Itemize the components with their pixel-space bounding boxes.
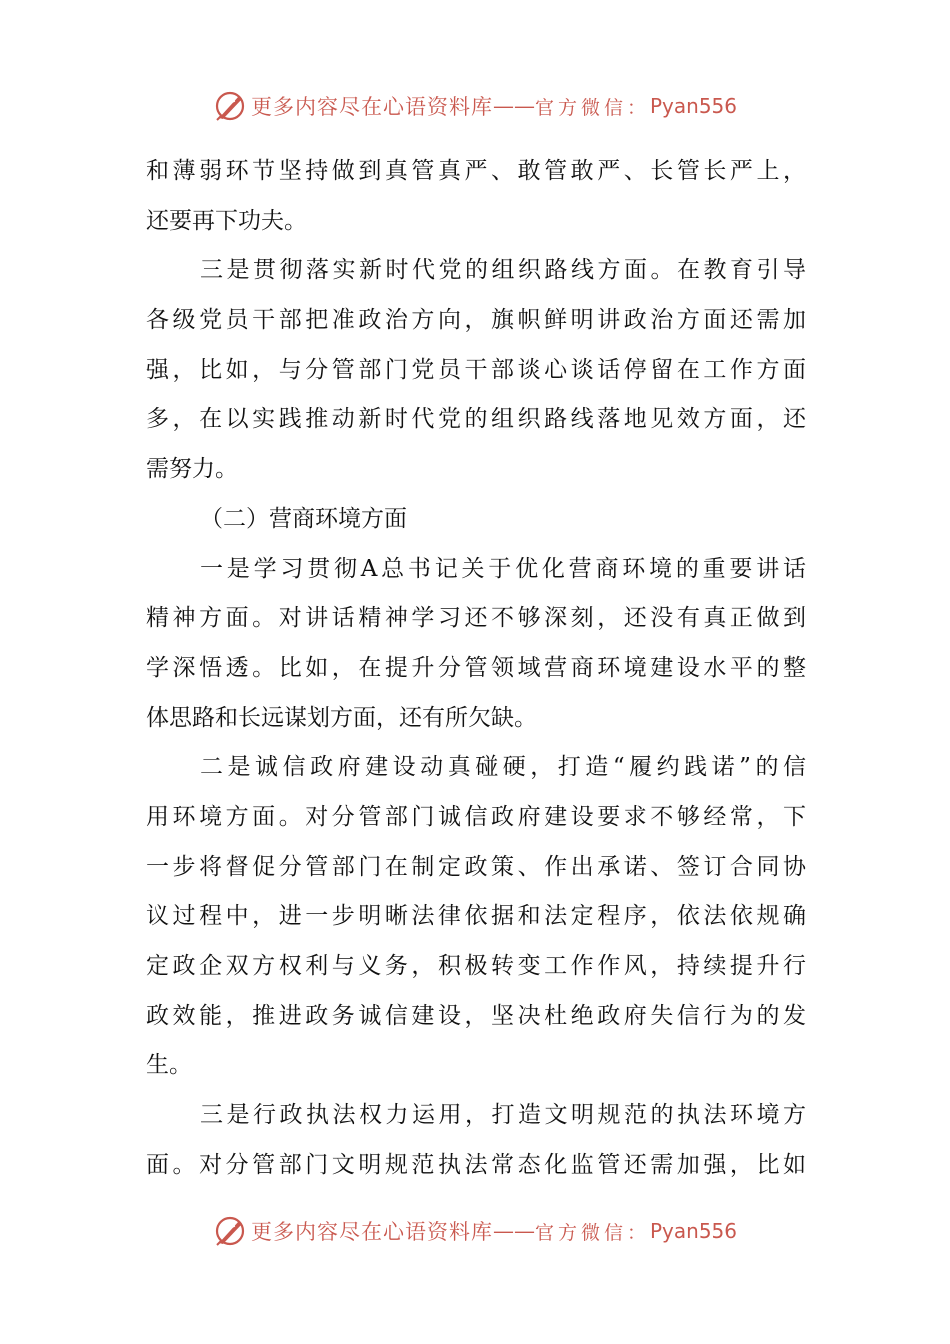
section-heading: （二）营商环境方面 [200, 505, 407, 532]
text-line: 多，在以实践推动新时代党的组织路线落地见效方面，还 [146, 406, 806, 433]
text-line: 还要再下功夫。 [146, 207, 307, 234]
footer-banner [0, 1211, 950, 1251]
text-line: 生。 [146, 1052, 192, 1079]
banner-separator: —— [492, 94, 535, 118]
text-line: 二是诚信政府建设动真碰硬，打造“履约践诺”的信 [200, 754, 806, 781]
text-line: 体思路和长远谋划方面，还有所欠缺。 [146, 704, 537, 731]
text-line: 学深悟透。比如，在提升分管领域营商环境建设水平的整 [146, 654, 806, 681]
banner-wechat-id: Pyan556 [650, 94, 738, 118]
banner-label: 官方微信： [534, 96, 650, 119]
banner-label: 官方微信： [534, 1221, 650, 1244]
text-line: 定政企双方权利与义务，积极转变工作作风，持续提升行 [146, 953, 806, 979]
text-line: 一是学习贯彻A总书记关于优化营商环境的重要讲话 [200, 555, 806, 582]
banner-wechat-id: Pyan556 [650, 1219, 738, 1243]
text-line: 一步将督促分管部门在制定政策、作出承诺、签订合同协 [146, 853, 806, 880]
quill-pen-logo-icon [213, 1214, 247, 1248]
quill-pen-logo-icon [213, 89, 247, 123]
banner-brand: 更多内容尽在心语资料库 [250, 1220, 493, 1244]
text-line: 政效能，推进政务诚信建设，坚决杜绝政府失信行为的发 [146, 1002, 806, 1029]
text-line: 三是贯彻落实新时代党的组织路线方面。在教育引导 [200, 257, 806, 284]
text-line: 议过程中，进一步明晰法律依据和法定程序，依法依规确 [146, 903, 806, 930]
document-body [146, 147, 806, 1190]
banner-separator: —— [492, 1219, 535, 1243]
text-line: 强，比如，与分管部门党员干部谈心谈话停留在工作方面 [146, 356, 806, 383]
text-line: 精神方面。对讲话精神学习还不够深刻，还没有真正做到 [146, 605, 806, 632]
text-line: 三是行政执法权力运用，打造文明规范的执法环境方 [200, 1102, 806, 1129]
text-line: 用环境方面。对分管部门诚信政府建设要求不够经常，下 [146, 803, 806, 830]
header-banner [0, 86, 950, 126]
text-line: 面。对分管部门文明规范执法常态化监管还需加强，比如 [146, 1151, 806, 1178]
text-line: 和薄弱环节坚持做到真管真严、敢管敢严、长管长严上， [146, 158, 806, 184]
banner-brand: 更多内容尽在心语资料库 [250, 95, 493, 119]
text-line: 需努力。 [146, 456, 238, 483]
text-line: 各级党员干部把准政治方向，旗帜鲜明讲政治方面还需加 [146, 307, 806, 334]
